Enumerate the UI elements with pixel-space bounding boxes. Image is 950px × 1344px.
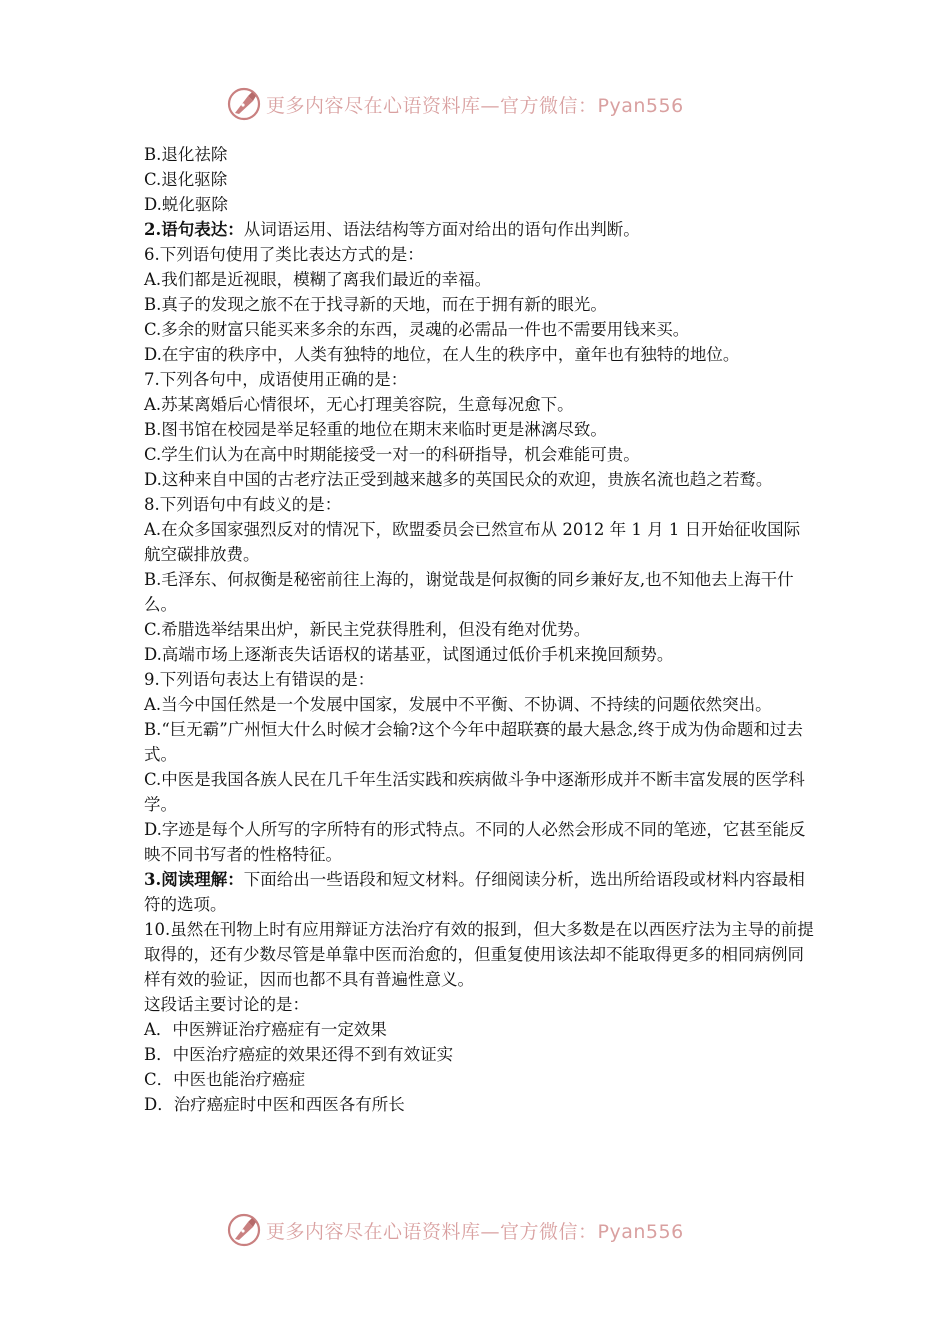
question-option: D.字迹是每个人所写的字所特有的形式特点。不同的人必然会形成不同的笔迹，它甚至能反映不同书写者的性格特征。 bbox=[144, 820, 806, 864]
banner-wechat-id: Pyan556 bbox=[597, 1220, 684, 1243]
question-stem: 10.虽然在刊物上时有应用辩证方法治疗有效的报到，但大多数是在以西医疗法为主导的前提取得的，还有少数尽管是单靠中医而治愈的，但重复使用该法却不能取得更多的相同病例同样有效的验证，因而也都不具有普遍性意义。 bbox=[144, 920, 814, 989]
question-option: C.学生们认为在高中时期能接受一对一的科研指导，机会难能可贵。 bbox=[144, 445, 640, 464]
question-stem: 6.下列语句使用了类比表达方式的是： bbox=[144, 245, 424, 264]
question-option: D.在宇宙的秩序中，人类有独特的地位，在人生的秩序中，童年也有独特的地位。 bbox=[144, 345, 740, 364]
option-line: C.退化驱除 bbox=[144, 170, 228, 189]
option-line: B.退化祛除 bbox=[144, 145, 228, 164]
question-option: A.苏某离婚后心情很坏，无心打理美容院，生意每况愈下。 bbox=[144, 395, 574, 414]
question-option: C．中医也能治疗癌症 bbox=[144, 1070, 306, 1089]
question-option: D．治疗癌症时中医和西医各有所长 bbox=[144, 1095, 405, 1114]
question-option: B.毛泽东、何叔衡是秘密前往上海的，谢觉哉是何叔衡的同乡兼好友,也不知他去上海干什么。 bbox=[144, 570, 794, 614]
banner-wechat-id: Pyan556 bbox=[597, 94, 684, 117]
footer-banner bbox=[0, 1210, 950, 1250]
question-stem: 7.下列各句中，成语使用正确的是： bbox=[144, 370, 408, 389]
question-option: B.真子的发现之旅不在于找寻新的天地，而在于拥有新的眼光。 bbox=[144, 295, 607, 314]
question-stem: 8.下列语句中有歧义的是： bbox=[144, 495, 342, 514]
question-option: D.高端市场上逐渐丧失话语权的诺基亚，试图通过低价手机来挽回颓势。 bbox=[144, 645, 674, 664]
question-option: A．中医辨证治疗癌症有一定效果 bbox=[144, 1020, 387, 1039]
header-banner bbox=[0, 84, 950, 124]
question-option: B.“巨无霸”广州恒大什么时候才会输?这个今年中超联赛的最大悬念,终于成为伪命题和过去式。 bbox=[144, 720, 803, 764]
banner-text: 更多内容尽在心语资料库—官方微信： bbox=[266, 94, 598, 117]
section-heading bbox=[144, 217, 816, 242]
question-option: B.图书馆在校园是举足轻重的地位在期末来临时更是淋漓尽致。 bbox=[144, 420, 607, 439]
question-option: C.希腊选举结果出炉，新民主党获得胜利，但没有绝对优势。 bbox=[144, 620, 591, 639]
option-line: D.蜕化驱除 bbox=[144, 195, 228, 214]
question-option: B．中医治疗癌症的效果还得不到有效证实 bbox=[144, 1045, 454, 1064]
section-heading bbox=[144, 867, 816, 917]
pen-nib-logo-icon bbox=[226, 1212, 262, 1248]
question-option: C.多余的财富只能买来多余的东西，灵魂的必需品一件也不需要用钱来买。 bbox=[144, 320, 690, 339]
document-body bbox=[144, 142, 816, 1117]
question-option: A.在众多国家强烈反对的情况下，欧盟委员会已然宣布从 2012 年 1 月 1 日开始征收国际航空碳排放费。 bbox=[144, 520, 801, 564]
question-option: A.当今中国任然是一个发展中国家，发展中不平衡、不协调、不持续的问题依然突出。 bbox=[144, 695, 772, 714]
question-option: D.这种来自中国的古老疗法正受到越来越多的英国民众的欢迎，贵族名流也趋之若鹜。 bbox=[144, 470, 773, 489]
section-label: 3.阅读理解： bbox=[144, 870, 244, 889]
pen-nib-logo-icon bbox=[226, 86, 262, 122]
question-stem: 9.下列语句表达上有错误的是： bbox=[144, 670, 375, 689]
section-description: 从词语运用、语法结构等方面对给出的语句作出判断。 bbox=[243, 220, 640, 239]
question-option: A.我们都是近视眼，模糊了离我们最近的幸福。 bbox=[144, 270, 492, 289]
question-prompt: 这段话主要讨论的是： bbox=[144, 995, 309, 1014]
section-label: 2.语句表达： bbox=[144, 220, 244, 239]
section-description: 下面给出一些语段和短文材料。仔细阅读分析，选出所给语段或材料内容最相符的选项。 bbox=[144, 870, 805, 914]
question-option: C.中医是我国各族人民在几千年生活实践和疾病做斗争中逐渐形成并不断丰富发展的医学科学。 bbox=[144, 770, 805, 814]
banner-text: 更多内容尽在心语资料库—官方微信： bbox=[266, 1220, 598, 1243]
